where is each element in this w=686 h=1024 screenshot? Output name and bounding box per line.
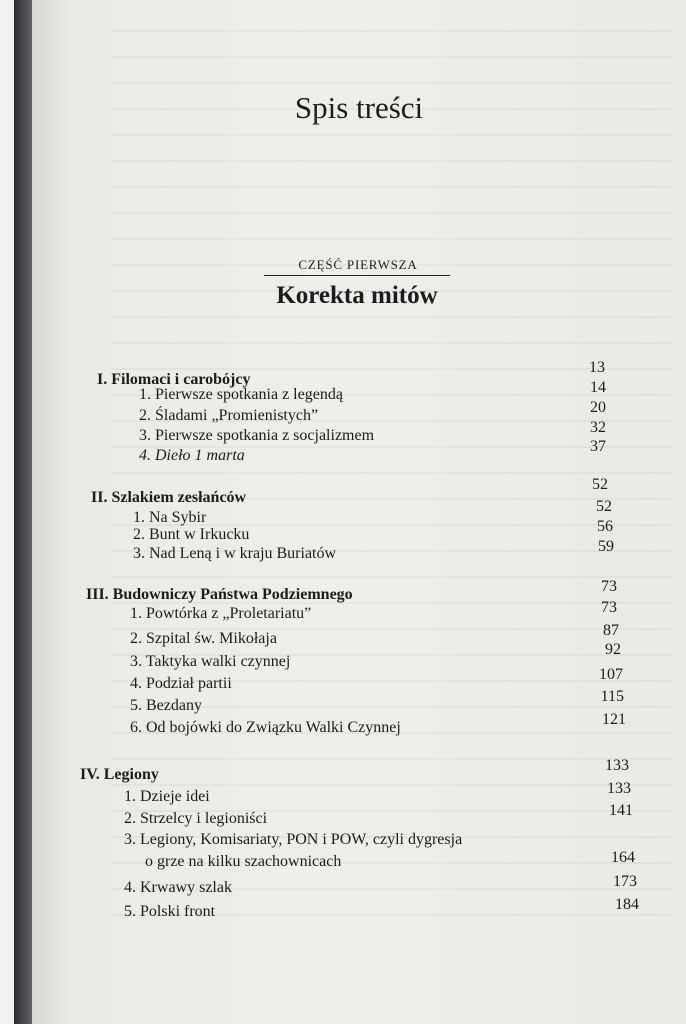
toc-entry: 3. Legiony, Komisariaty, PON i POW, czyli dygresja: [124, 831, 463, 848]
chapter-page: 133: [605, 757, 629, 774]
toc-entry: 2. Szpital św. Mikołaja: [130, 630, 277, 647]
chapter-page: 52: [592, 476, 608, 493]
book-spine-shadow: [14, 0, 32, 1024]
toc-page: 20: [590, 399, 606, 416]
toc-entry: 3. Taktyka walki czynnej: [130, 653, 291, 670]
toc-page: 32: [590, 419, 606, 436]
toc-page: 56: [597, 518, 613, 535]
toc-page: 115: [600, 688, 624, 705]
toc-entry: 1. Pierwsze spotkania z legendą: [139, 386, 343, 403]
chapter-title: I. Filomaci i carobójcy: [97, 371, 251, 388]
part-rule: [264, 275, 450, 276]
page-title: Spis treści: [294, 90, 424, 125]
toc-page: 133: [607, 780, 631, 797]
toc-page: 164: [611, 849, 635, 866]
chapter-title: III. Budowniczy Państwa Podziemnego: [86, 586, 353, 603]
part-title: Korekta mitów: [276, 282, 438, 309]
toc-page: 14: [590, 379, 606, 396]
toc-entry: 1. Powtórka z „Proletariatu”: [130, 605, 312, 622]
toc-entry: 4. Krwawy szlak: [124, 879, 232, 896]
toc-page: 141: [609, 802, 633, 819]
toc-entry: 5. Bezdany: [130, 697, 202, 714]
toc-entry: 3. Pierwsze spotkania z socjalizmem: [139, 427, 375, 444]
toc-entry: 2. Bunt w Irkucku: [133, 526, 250, 543]
chapter-page: 13: [589, 359, 605, 376]
part-label: CZĘŚĆ PIERWSZA: [298, 257, 418, 272]
toc-page: 52: [596, 498, 612, 515]
toc-entry: 2. Strzelcy i legioniści: [124, 810, 268, 827]
toc-entry: 2. Śladami „Promienistych”: [139, 407, 319, 424]
toc-page: 87: [603, 622, 619, 639]
chapter-page: 73: [601, 578, 617, 595]
toc-entry: 3. Nad Leną i w kraju Buriatów: [133, 545, 337, 562]
chapter-title: IV. Legiony: [80, 766, 159, 783]
toc-entry: 6. Od bojówki do Związku Walki Czynnej: [130, 719, 401, 736]
toc-entry: 1. Na Sybir: [133, 509, 207, 526]
toc-page: 59: [598, 538, 614, 555]
toc-page: 92: [605, 641, 621, 658]
toc-entry: 4. Podział partii: [130, 675, 232, 692]
toc-entry: 1. Dzieje idei: [124, 788, 210, 805]
toc-page: 37: [590, 438, 606, 455]
toc-page: 107: [599, 666, 623, 683]
toc-entry: 5. Polski front: [124, 903, 216, 920]
page-edge: [0, 0, 14, 1024]
toc-page: 73: [601, 599, 617, 616]
toc-page: 184: [615, 896, 639, 913]
toc-page: 121: [602, 711, 626, 728]
chapter-title: II. Szlakiem zesłańców: [91, 489, 247, 506]
toc-page: 173: [613, 873, 637, 890]
toc-entry: 4. Dieło 1 marta: [139, 447, 245, 464]
toc-entry-continuation: o grze na kilku szachownicach: [145, 853, 342, 870]
